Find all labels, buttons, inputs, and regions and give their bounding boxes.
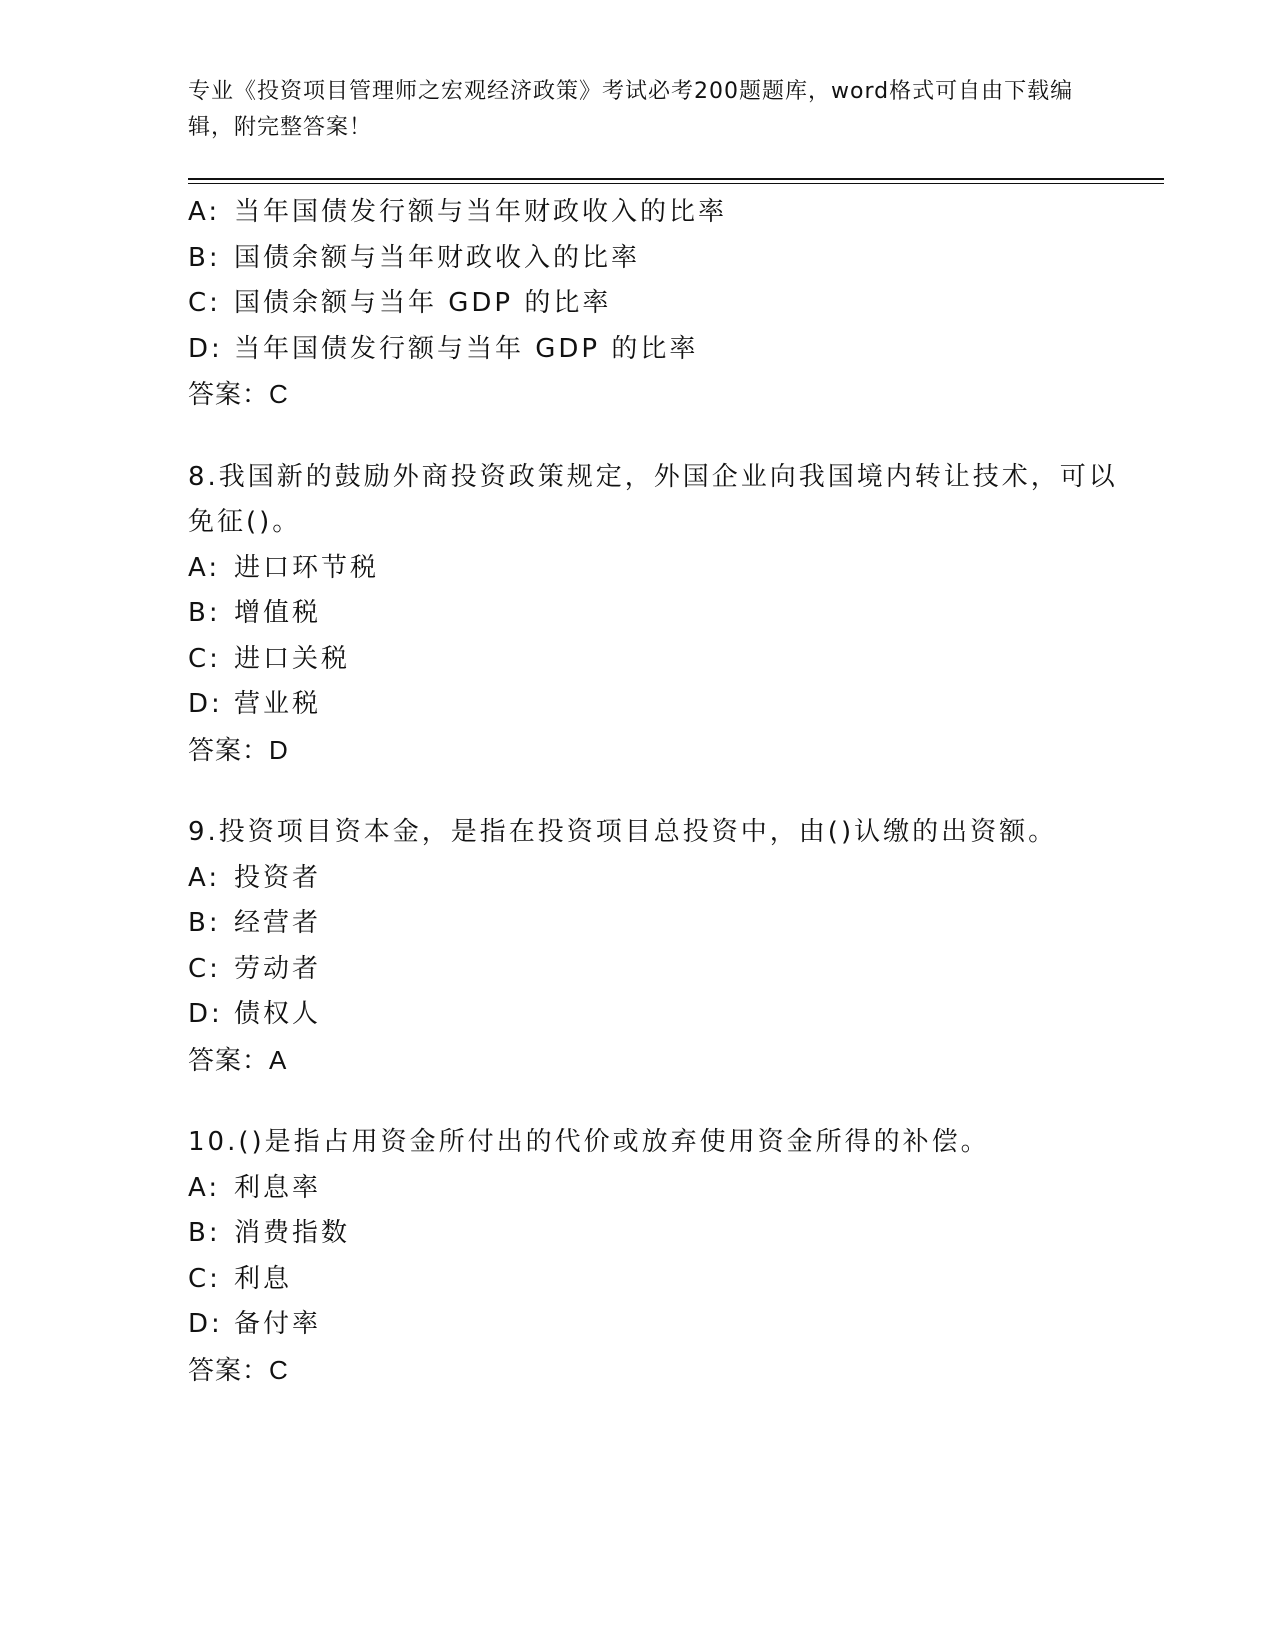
option-b: B: 国债余额与当年财政收入的比率 <box>188 242 641 273</box>
question-10 <box>188 1120 1128 1393</box>
option-c: C: 国债余额与当年 GDP 的比率 <box>188 288 612 318</box>
option-c: C: 劳动者 <box>188 953 322 984</box>
option-d: D: 备付率 <box>188 1309 322 1339</box>
option-a: A: 利息率 <box>188 1172 322 1203</box>
question-7-continued <box>188 190 1128 418</box>
answer-line: 答案：C <box>188 379 289 409</box>
document-header: 专业《投资项目管理师之宏观经济政策》考试必考200题题库，word格式可自由下载编辑，附完整答案！ <box>188 79 1074 140</box>
option-d: D: 当年国债发行额与当年 GDP 的比率 <box>188 333 699 364</box>
option-a: A: 当年国债发行额与当年财政收入的比率 <box>188 197 728 227</box>
question-8 <box>188 455 1128 774</box>
option-c: C: 利息 <box>188 1263 293 1294</box>
option-a: A: 进口环节税 <box>188 552 380 583</box>
option-c: C: 进口关税 <box>188 643 351 674</box>
option-b: B: 增值税 <box>188 598 322 628</box>
answer-line: 答案：C <box>188 1354 289 1385</box>
option-a: A: 投资者 <box>188 862 322 893</box>
question-stem: 8.我国新的鼓励外商投资政策规定，外国企业向我国境内转让技术，可以免征()。 <box>188 461 1118 537</box>
option-d: D: 债权人 <box>188 999 322 1029</box>
option-b: B: 经营者 <box>188 908 322 938</box>
option-d: D: 营业税 <box>188 689 322 719</box>
answer-line: 答案：D <box>188 734 289 765</box>
question-list <box>188 190 1128 1430</box>
option-b: B: 消费指数 <box>188 1218 351 1248</box>
question-stem: 10.()是指占用资金所付出的代价或放弃使用资金所得的补偿。 <box>188 1127 990 1157</box>
question-9 <box>188 810 1128 1083</box>
header-divider-thin <box>188 183 1164 184</box>
question-stem: 9.投资项目资本金，是指在投资项目总投资中，由()认缴的出资额。 <box>188 817 1058 847</box>
answer-line: 答案：A <box>188 1044 288 1075</box>
header-divider-thick <box>188 178 1164 180</box>
